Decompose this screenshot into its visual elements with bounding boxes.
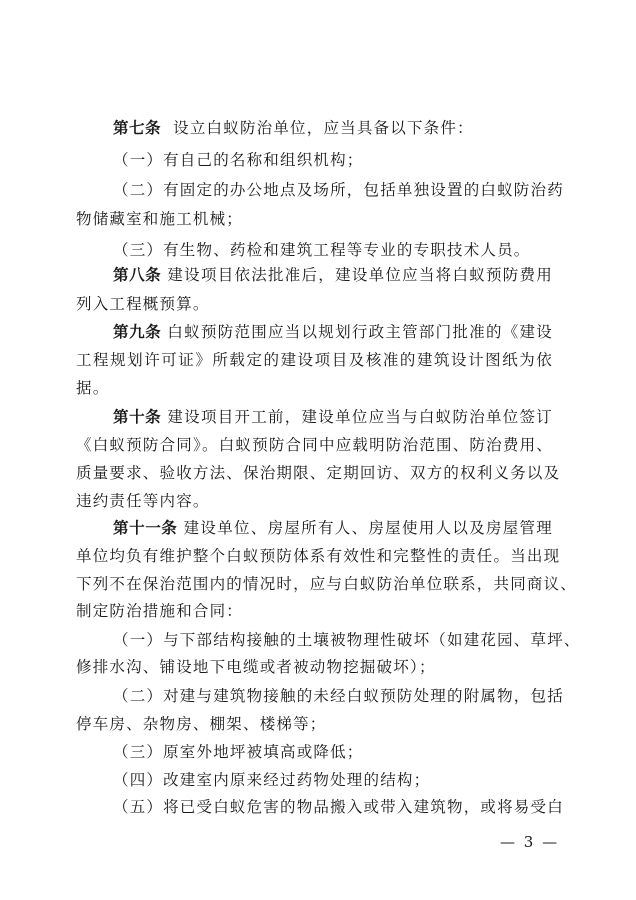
page-number: — 3 — <box>500 833 560 851</box>
paragraph-line <box>113 742 364 762</box>
paragraph-line <box>76 350 553 370</box>
line-text: （五）将已受白蚁危害的物品搬入或带入建筑物，或将易受白 <box>113 798 564 816</box>
paragraph-line <box>113 240 531 260</box>
paragraph-line <box>76 209 243 229</box>
paragraph-line <box>113 797 564 817</box>
paragraph-line <box>113 630 581 650</box>
line-text: 据。 <box>76 379 110 397</box>
line-text: 单位均负有维护整个白蚁预防体系有效性和完整性的责任。当出现 <box>76 547 561 565</box>
paragraph-line <box>76 491 210 511</box>
line-text: 建设单位、房屋所有人、房屋使用人以及房屋管理 <box>183 519 553 537</box>
line-text: （二）有固定的办公地点及场所，包括单独设置的白蚁防治药 <box>113 181 564 199</box>
line-text: 设立白蚁防治单位，应当具备以下条件： <box>173 119 474 137</box>
paragraph-line <box>113 180 564 200</box>
paragraph-line <box>113 322 553 342</box>
line-text: 制定防治措施和合同： <box>76 602 244 620</box>
line-text: 下列不在保治范围内的情况时，应与白蚁防治单位联系，共同商议、 <box>76 575 578 593</box>
paragraph-line <box>113 150 364 170</box>
paragraph-line <box>113 265 553 285</box>
paragraph-line <box>113 118 474 138</box>
paragraph-line <box>76 574 578 594</box>
paragraph-line <box>113 518 553 538</box>
line-text: （四）改建室内原来经过药物处理的结构； <box>113 771 431 789</box>
paragraph-line <box>76 657 436 677</box>
paragraph-line <box>113 407 553 427</box>
paragraph-line <box>113 770 430 790</box>
line-text: 建设项目开工前，建设单位应当与白蚁防治单位签订 <box>167 408 553 426</box>
paragraph-line <box>76 435 553 455</box>
line-text: （三）有生物、药检和建筑工程等专业的专职技术人员。 <box>113 241 531 259</box>
line-text: 白蚁预防范围应当以规划行政主管部门批准的《建设 <box>167 323 553 341</box>
paragraph-line <box>76 546 561 566</box>
paragraph-line <box>76 714 327 734</box>
paragraph-line <box>76 294 210 314</box>
line-text: 停车房、杂物房、棚架、楼梯等； <box>76 715 327 733</box>
paragraph-line <box>76 601 243 621</box>
line-text: 质量要求、验收方法、保治期限、定期回访、双方的权利义务以及 <box>76 464 561 482</box>
line-text: 《白蚁预防合同》。白蚁预防合同中应载明防治范围、防治费用、 <box>76 436 553 454</box>
line-text: 工程规划许可证》所载定的建设项目及核准的建筑设计图纸为依 <box>76 351 553 369</box>
paragraph-line <box>76 463 561 483</box>
line-text: （一）有自己的名称和组织机构； <box>113 151 364 169</box>
paragraph-line <box>113 686 564 706</box>
line-text: （三）原室外地坪被填高或降低； <box>113 743 364 761</box>
line-text: 建设项目依法批准后，建设单位应当将白蚁预防费用 <box>167 266 553 284</box>
line-text: 违约责任等内容。 <box>76 492 210 510</box>
line-text: （二）对建与建筑物接触的未经白蚁预防处理的附属物，包括 <box>113 687 564 705</box>
article-label: 第七条 <box>113 119 162 137</box>
article-label: 第九条 <box>113 323 162 341</box>
paragraph-line <box>76 378 109 398</box>
article-label: 第十条 <box>113 408 162 426</box>
article-label: 第十一条 <box>113 519 178 537</box>
line-text: （一）与下部结构接触的土壤被物理性破坏（如建花园、草坪、 <box>113 631 581 649</box>
article-label: 第八条 <box>113 266 162 284</box>
line-text: 列入工程概预算。 <box>76 295 210 313</box>
line-text: 物储藏室和施工机械； <box>76 210 244 228</box>
line-text: 修排水沟、铺设地下电缆或者被动物挖掘破坏）； <box>76 658 436 676</box>
